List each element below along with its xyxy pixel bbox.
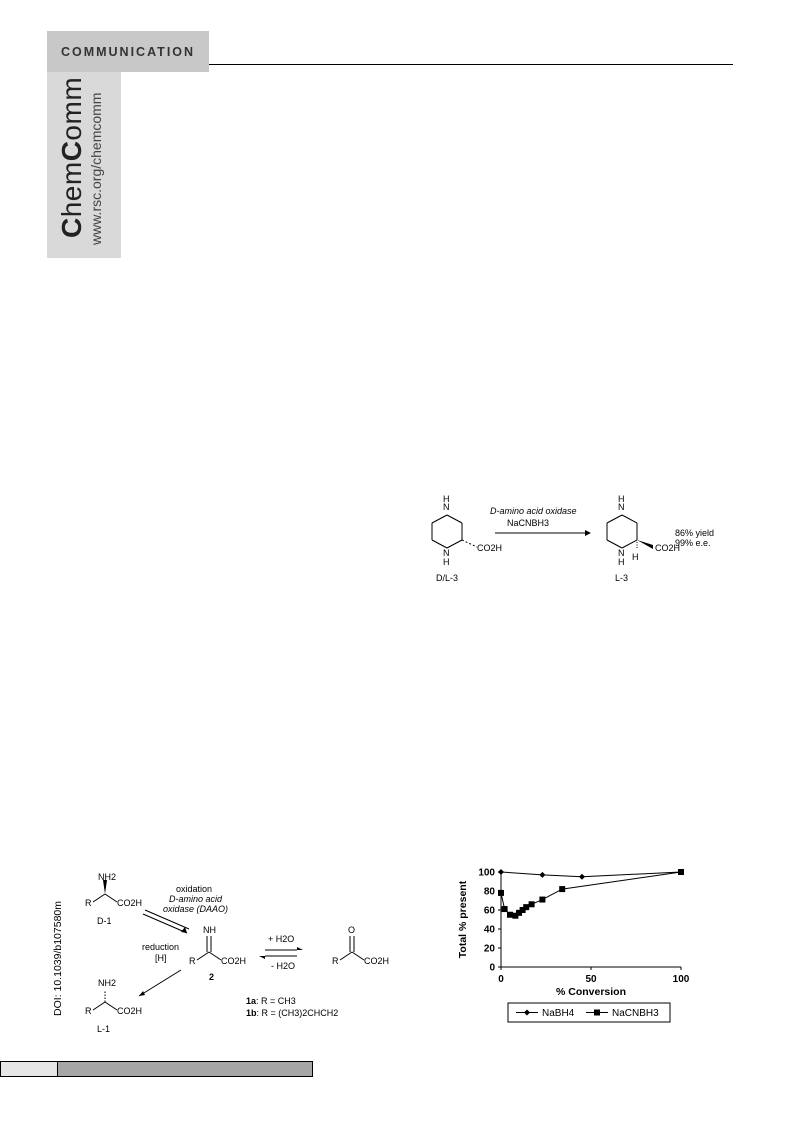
acid-group: CO2H xyxy=(477,543,503,553)
x-axis-label: % Conversion xyxy=(555,986,627,998)
o-atom: O xyxy=(348,925,356,935)
ee-text: 99% e.e. xyxy=(675,538,711,548)
reduction-label: reduction xyxy=(142,942,180,952)
h-bracket-label: [H] xyxy=(155,953,167,963)
h-atom-bottom: H xyxy=(443,557,450,567)
data-point xyxy=(502,906,508,912)
y-tick-label: 60 xyxy=(483,905,495,917)
start-label: D/L-3 xyxy=(436,573,459,583)
x-tick-label: 0 xyxy=(498,974,504,985)
acid-group: CO2H xyxy=(655,543,681,553)
y-tick-label: 100 xyxy=(478,867,495,879)
nh2-group: NH2 xyxy=(98,872,117,882)
co2h-group: CO2H xyxy=(117,898,143,908)
data-point xyxy=(678,869,684,875)
co2h-group: CO2H xyxy=(364,956,390,966)
structure-l-3 xyxy=(607,515,637,548)
y-tick-label: 0 xyxy=(489,962,495,974)
header-rule xyxy=(209,64,733,65)
nh2-group: NH2 xyxy=(98,978,117,988)
journal-logo: ChemComm xyxy=(56,76,87,238)
data-point xyxy=(498,869,504,875)
h-atom-bottom: H xyxy=(618,557,625,567)
data-point xyxy=(529,901,535,907)
definition-1b: 1b: R = (CH3)2CHCH2 xyxy=(246,1008,339,1018)
y-tick-label: 40 xyxy=(483,924,495,936)
product-label: L-3 xyxy=(615,573,629,583)
plus-water: + H2O xyxy=(268,934,295,944)
chart-axes xyxy=(478,868,689,986)
y-tick-label: 20 xyxy=(483,943,495,955)
yield-text: 86% yield xyxy=(675,528,715,538)
scheme-piperazine xyxy=(415,495,735,595)
data-point xyxy=(559,886,565,892)
n-atom-top: N xyxy=(618,502,625,512)
x-tick-label: 50 xyxy=(585,974,597,985)
y-tick-label: 80 xyxy=(483,886,495,898)
doi[interactable]: DOI: 10.1039/b107580m xyxy=(52,901,64,1016)
section-label: COMMUNICATION xyxy=(60,44,196,59)
chart-legend xyxy=(508,1003,670,1022)
data-point xyxy=(523,904,529,910)
n-atom-bottom: N xyxy=(618,548,625,558)
d1-label: D-1 xyxy=(97,916,112,926)
chart-series xyxy=(498,869,684,919)
y-axis-label: Total % present xyxy=(457,880,469,959)
l1-label: L-1 xyxy=(97,1024,111,1034)
journal-url[interactable]: www.rsc.org/chemcomm xyxy=(88,92,104,245)
imine-label: 2 xyxy=(209,972,215,982)
reagent-label: D-amino acid oxidase xyxy=(490,506,577,516)
minus-water: - H2O xyxy=(271,961,296,971)
co2h-group: CO2H xyxy=(221,956,247,966)
wedge-bond xyxy=(637,540,653,549)
oxidation-label: oxidation xyxy=(176,884,213,894)
r-group: R xyxy=(85,898,92,908)
legend-marker xyxy=(594,1010,600,1016)
n-atom-bottom: N xyxy=(443,548,450,558)
data-point xyxy=(498,890,504,896)
footer-bar-left xyxy=(0,1061,58,1077)
nh-group: NH xyxy=(203,925,216,935)
daao-label-2: oxidase (DAAO) xyxy=(163,904,229,914)
definition-1a: 1a: R = CH3 xyxy=(246,996,296,1006)
h-atom-stereo: H xyxy=(632,552,639,562)
h-atom-top: H xyxy=(443,495,450,504)
r-group: R xyxy=(85,1006,92,1016)
h-atom-top: H xyxy=(618,495,625,504)
data-point xyxy=(507,912,513,918)
data-point xyxy=(579,874,585,880)
arrow-head xyxy=(585,530,591,536)
section-tab xyxy=(47,31,209,72)
co2h-group: CO2H xyxy=(117,1006,143,1016)
data-point xyxy=(539,872,545,878)
conversion-chart xyxy=(440,858,710,1028)
n-atom-top: N xyxy=(443,502,450,512)
r-group: R xyxy=(332,956,339,966)
scheme-mechanism xyxy=(75,870,405,1035)
x-tick-label: 100 xyxy=(672,974,690,985)
daao-label-1: D-amino acid xyxy=(169,894,223,904)
structure-dl-3 xyxy=(432,515,477,548)
legend-label: NaBH4 xyxy=(542,1008,575,1019)
reductant-label: NaCNBH3 xyxy=(507,518,550,528)
r-group: R xyxy=(189,956,196,966)
series-NaBH4 xyxy=(498,869,684,880)
legend-label: NaCNBH3 xyxy=(612,1008,659,1019)
footer-bar-right xyxy=(57,1061,313,1077)
data-point xyxy=(539,897,545,903)
